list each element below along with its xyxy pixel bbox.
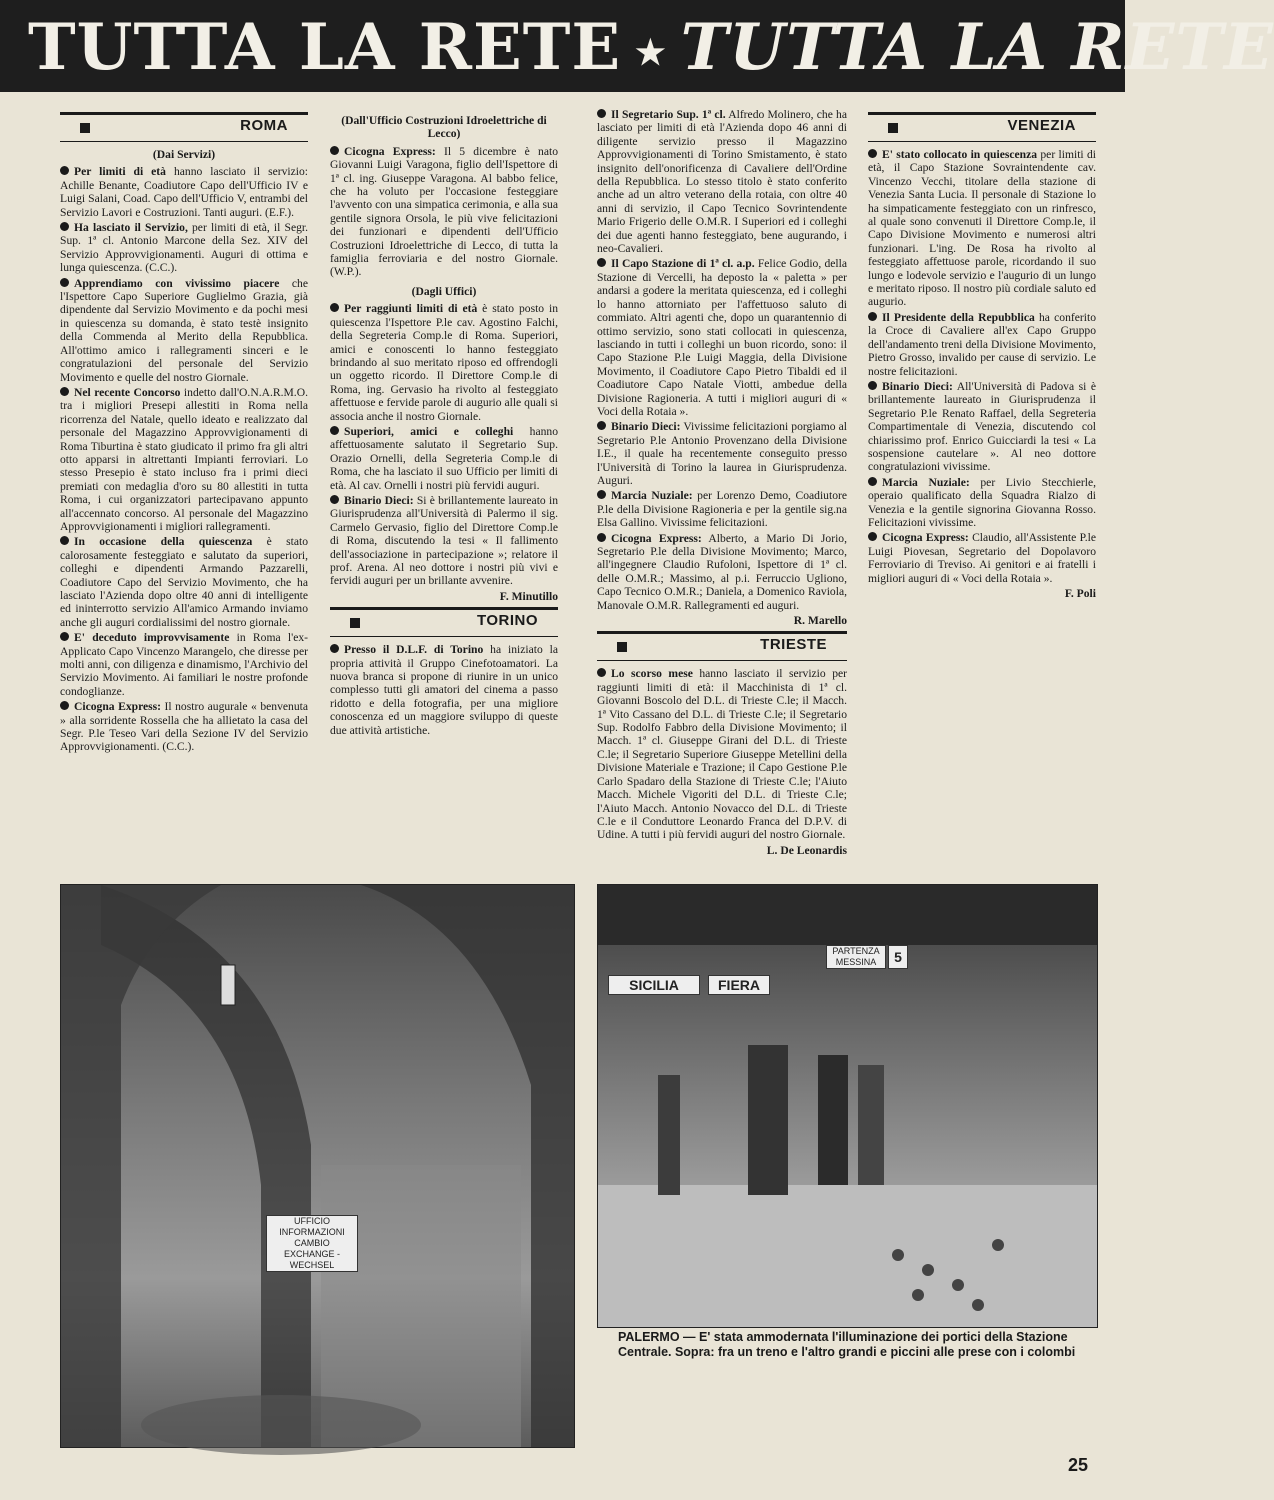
square-bullet-icon: [80, 123, 90, 133]
news-item: Ha lasciato il Servizio, per limiti di età, il Segr. Sup. 1ª cl. Antonio Marcone della Sez. XIV del Servizio Approvvigionamenti. Auguri di ottima e lunga quiescenza. (C.C.).: [60, 221, 309, 275]
photo-stazione: [597, 884, 1098, 1328]
banner-title: [28, 8, 1274, 93]
departure-board: PARTENZA MESSINA: [826, 945, 886, 969]
author-signature: R. Marello: [793, 614, 847, 628]
column-2: [330, 108, 558, 739]
platform-number: 5: [888, 945, 908, 969]
bullet-icon: [60, 278, 69, 287]
page-number: 25: [1068, 1455, 1089, 1475]
news-item: Il Segretario Sup. 1ª cl. Alfredo Molinero, che ha lasciato per limiti di età l'Azienda dopo 46 anni di diligente servizio presso il Magazzino Approvvigionamenti di Torino Smistamento, è stato insignito dell'onorificenza di Cavaliere dell'Ordine della Repubblica. Lo stesso titolo è stato conferito anche ad un altro veterano della rotaia, con oltre 40 anni di servizio, il Capo Tecnico Sovrintendente Mario Frigerio delle O.M.R. I Superiori ed i colleghi dei due agenti hanno festeggiato, bene augurando, i neo-Cavalieri.: [597, 108, 847, 256]
news-item: Marcia Nuziale: per Lorenzo Demo, Coadiutore P.le della Divisione Ragioneria e per la gentile sig.na Elsa Gallino. Vivissime felicitazioni.: [597, 489, 847, 530]
bullet-icon: [597, 668, 606, 677]
news-item: Superiori, amici e colleghi hanno affettuosamente salutato il Segretario Sup. Orazio Ornelli, della Segreteria Comp.le di Roma, che ha lasciato il suo Ufficio per limiti di età. Al cav. Ornelli i nostri più fervidi auguri.: [330, 424, 558, 492]
news-item: Binario Dieci: Si è brillantemente laureato in Giurisprudenza all'Università di Palermo il sig. Carmelo Gervasio, figlio del Direttore Comp.le di Roma, discutendo la tesi « Il fallimento dell'associazione in partecipazione »; relatore il prof. Arena. Al neo dottore i nostri più vivi e fervidi auguri per un brillante avvenire.: [330, 493, 558, 588]
column-3: [597, 108, 847, 857]
arcade-illustration: [61, 885, 574, 1447]
section-title: TORINO: [476, 612, 538, 630]
bullet-icon: [868, 532, 877, 541]
column-1: [60, 108, 308, 756]
bullet-icon: [868, 149, 877, 158]
bullet-icon: [868, 312, 877, 321]
bullet-icon: [330, 303, 339, 312]
news-item: Cicogna Express: Il nostro augurale « benvenuta » alla sorridente Rossella che ha allietato la casa del Segr. P.le Teseo Vari della Sezione IV del Servizio Approvvigionamenti. (C.C.).: [60, 700, 308, 754]
caption-place: PALERMO: [618, 1330, 680, 1344]
bullet-icon: [330, 426, 339, 435]
caption-text: — E' stata ammodernata l'illuminazione dei portici della Stazione Centrale. Sopra: fra un treno e l'altro grandi e piccini alle prese con i colombi: [618, 1330, 1076, 1359]
section-header-trieste: [597, 631, 847, 661]
news-item: E' stato collocato in quiescenza per limiti di età, il Capo Stazione Sovraintendente cav. Vincenzo Vecchi, titolare della stazione di Venezia Santa Lucia. Il personale di Stazione lo ha simpaticamente festeggiato con un rinfresco, al quale sono convenuti il Direttore Comp.le, il Capo Divisione Movimento e numerosi altri funzionari. L'ing. De Rosa ha rivolto al festeggiato affettuose parole, ricordando il suo lungo e lodevole servizio e l'augurio di un lungo e meritato riposo. Il nostro più cordiale saluto ed augurio.: [868, 148, 1096, 309]
news-item: In occasione della quiescenza è stato calorosamente festeggiato e salutato da superiori, colleghi e dipendenti Armando Pazzarelli, Coadiutore Capo del Servizio Movimento, che ha lasciato l'Azienda dopo oltre 40 anni di intelligente ed ininterrotto servizio All'amico Armando inviamo anche gli auguri cordialissimi del nostro giornale.: [60, 535, 308, 629]
photo-caption: [618, 1330, 1088, 1360]
exchange-sign: UFFICIO INFORMAZIONI CAMBIO EXCHANGE - WECHSEL: [266, 1215, 358, 1272]
header-banner: [0, 0, 1274, 92]
bullet-icon: [868, 381, 877, 390]
bullet-icon: [60, 632, 69, 641]
news-item: Per limiti di età hanno lasciato il servizio: Achille Benante, Coadiutore Capo dell'Ufficio IV e Luigi Salani, Coad. Capo dell'Ufficio V, entrambi del Servizio Lavori e Costruzioni. Tanti auguri. (E.F.).: [60, 165, 308, 219]
bullet-icon: [330, 495, 339, 504]
photo-portico: [60, 884, 575, 1448]
bullet-icon: [597, 258, 606, 267]
star-icon: ★: [635, 32, 667, 73]
subheading: (Dai Servizi): [152, 148, 216, 161]
square-bullet-icon: [617, 642, 627, 652]
news-item: Il Presidente della Repubblica ha conferito la Croce di Cavaliere all'ex Capo Gruppo dell'andamento treni della Divisione Movimento, Pietro Grosso, invalido per cause di servizio. Le nostre felicitazioni.: [868, 310, 1096, 378]
news-item: Nel recente Concorso indetto dall'O.N.A.R.M.O. tra i migliori Presepi allestiti in Roma nella ricorrenza del Natale, quello ideato e realizzato dal personale del Magazzino Approvvigionamenti di Roma Tiburtina è stato giudicato il primo fra gli altri otto apparsi in altrettanti Impianti ferroviari. Lo stesso Presepio è stato incluso fra i primi dieci premiati con medaglia d'oro su 80 allestiti in tutta Roma, i cui organizzatori partecipavano appunto all'accennato concorso. Al personale del Magazzino Approvvigionamenti i migliori rallegramenti.: [60, 385, 308, 533]
square-bullet-icon: [888, 123, 898, 133]
news-item: Cicogna Express: Alberto, a Mario Di Jorio, Segretario P.le della Divisione Movimento; Marco, all'ingegnere Claudio Rufoloni, Ispettore di 1ª cl. delle O.M.R.; Massimo, al p.i. Ferruccio Ugliono, Capo Tecnico O.M.R.; Daniela, a Domenico Raviola, Manovale O.M.R. Rallegramenti ed auguri.: [597, 531, 847, 612]
news-item: Lo scorso mese hanno lasciato il servizio per raggiunti limiti di età: il Macchinista di 1ª cl. Giovanni Boscolo del D.L. di Trieste C.le; il Macch. 1ª Vito Cassano del D.L. di Trieste C.le; il Segretario Sup. Rodolfo Fabbro della Divisione Movimento; il Macch. 1ª cl. Giuseppe Girani del D.L. di Trieste C.le; il Segretario Superiore Giuseppe Metellini della Divisione Materiale e Trazione; il Capo Gestione P.le Carlo Spadaro della Stazione di Trieste C.le; l'Aiuto Macch. Michele Vigoriti del D.L. di Trieste C.le; l'Aiuto Macch. Antonio Novacco del D.L. di Trieste C.le e il Conduttore Leonardo Franca del D.P.V. di Udine. A tutti i più fervidi auguri del nostro Giornale.: [597, 667, 847, 842]
bullet-icon: [60, 387, 69, 396]
banner-title-right: TUTTA LA RETE: [680, 10, 1274, 85]
subheading: (Dagli Uffici): [411, 284, 477, 298]
news-item: Marcia Nuziale: per Livio Stecchierle, operaio qualificato della Squadra Rialzo di Venezia e la gentile signorina Giovanna Rosso. Felicitazioni vivissime.: [868, 475, 1097, 529]
bullet-icon: [597, 109, 606, 118]
fiera-sign: FIERA: [708, 975, 770, 995]
bullet-icon: [868, 477, 877, 486]
news-item: Cicogna Express: Claudio, all'Assistente P.le Luigi Piovesan, Segretario del Dopolavoro Ferroviario di Treviso. Ai genitori e ai fratelli i migliori auguri di « Voci della Rotaia ».: [868, 531, 1096, 585]
author-signature: L. De Leonardis: [766, 843, 847, 857]
sicilia-sign: SICILIA: [608, 975, 700, 995]
news-item: Presso il D.L.F. di Torino ha iniziato la propria attività il Gruppo Cinefotoamatori. La nuova branca si propone di riunire in un unico complesso tutti gli amatori del cinema a passo ridotto e della fotografia, per una migliore conoscenza ed un maggiore sviluppo di queste due attività artistiche.: [330, 643, 559, 737]
banner-title-left: TUTTA LA RETE: [28, 10, 622, 85]
section-title: TRIESTE: [760, 636, 827, 654]
column-4: [868, 108, 1096, 600]
section-header-torino: [330, 607, 558, 637]
bullet-icon: [597, 533, 606, 542]
bullet-icon: [60, 166, 69, 175]
news-item: Cicogna Express: Il 5 dicembre è nato Giovanni Luigi Varagona, figlio dell'Ispettore di 1ª cl. ing. Giuseppe Varagona. Al babbo felice, che ha voluto per l'occasione festeggiare l'avvento con una simpatica cerimonia, e alla sua gentile signora Orsola, le più vive felicitazioni dei funzionari e dipendenti dell'Ufficio Costruzioni Idroelettriche di Lecco, di tutta la famiglia ferroviaria e del nostro Giornale. (W.P.).: [330, 144, 558, 279]
author-signature: F. Minutillo: [499, 589, 558, 603]
bullet-icon: [60, 701, 69, 710]
subheading: (Dall'Ufficio Costruzioni Idroelettriche di Lecco): [341, 114, 547, 141]
section-title: VENEZIA: [1007, 117, 1076, 134]
square-bullet-icon: [350, 618, 360, 628]
news-item: Il Capo Stazione di 1ª cl. a.p. Felice Godio, della Stazione di Vercelli, ha deposto la « paletta » per andarsi a godere la meritata quiescenza, ed i colleghi lo hanno attorniato per l'affettuoso saluto di commiato. Altri agenti che, dopo un quarantennio di ottimo servizio, sono stati collocati in quiescenza, lasciando in tutti i colleghi un buon ricordo, sono: il Capo Stazione P.le Luigi Maggia, della Divisione Movimento, il Coadiutore Capo Pietro Tibaldi ed il Coadiutore Capo Natale Viotti, ambedue della Divisione Ragioneria. A tutti i migliori auguri di « Voci della Rotaia ».: [597, 257, 847, 418]
news-item: Per raggiunti limiti di età è stato posto in quiescenza l'Ispettore P.le cav. Agostino Falchi, della Segreteria Comp.le di Roma. Superiori, amici e conoscenti lo hanno festeggiato brindando al suo meritato riposo ed offrendogli un oggetto ricordo. Il Direttore Comp.le di Roma, ing. Gervasio ha rivolto al festeggiato affettuose e fervide parole di augurio alle quali si associa anche il nostro Giornale.: [330, 302, 558, 423]
section-title: ROMA: [240, 117, 288, 134]
bullet-icon: [330, 146, 339, 155]
section-header-venezia: [868, 112, 1096, 142]
news-item: Binario Dieci: Vivissime felicitazioni porgiamo al Segretario P.le Antonio Provenzano della Divisione I.E., il quale ha recentemente conseguito presso l'Università di Torino la laurea in Giurisprudenza. Auguri.: [597, 420, 847, 487]
section-header-roma: [60, 112, 308, 142]
bullet-icon: [60, 222, 69, 231]
news-item: Binario Dieci: All'Università di Padova si è brillantemente laureato in Giurisprudenza il Segretario P.le Renato Raffael, della Segreteria Compartimentale di Venezia, discutendo col chiarissimo prof. Enrico Guicciardi la tesi « La sospensione cautelare ». Al neo dottore congratulazioni vivissime.: [868, 379, 1096, 474]
bullet-icon: [597, 421, 606, 430]
news-item: E' deceduto improvvisamente in Roma l'ex-Applicato Capo Vincenzo Marangelo, che diresse per molti anni, con diligenza e dinamismo, l'Archivio del Servizio Movimento. Ai familiari le nostre profonde condoglianze.: [60, 631, 308, 698]
news-item: Apprendiamo con vivissimo piacere che l'Ispettore Capo Superiore Guglielmo Grazia, già dipendente dal Servizio Movimento e da pochi mesi in quiescenza su domanda, è stato testè insignito della Commenda al Merito della Repubblica. All'ottimo amico i rallegramenti sinceri e le congratulazioni del personale del Servizio Movimento e quelle del nostro Giornale.: [60, 276, 308, 384]
bullet-icon: [597, 490, 606, 499]
bullet-icon: [60, 536, 69, 545]
author-signature: F. Poli: [1064, 587, 1096, 600]
bullet-icon: [330, 644, 339, 653]
